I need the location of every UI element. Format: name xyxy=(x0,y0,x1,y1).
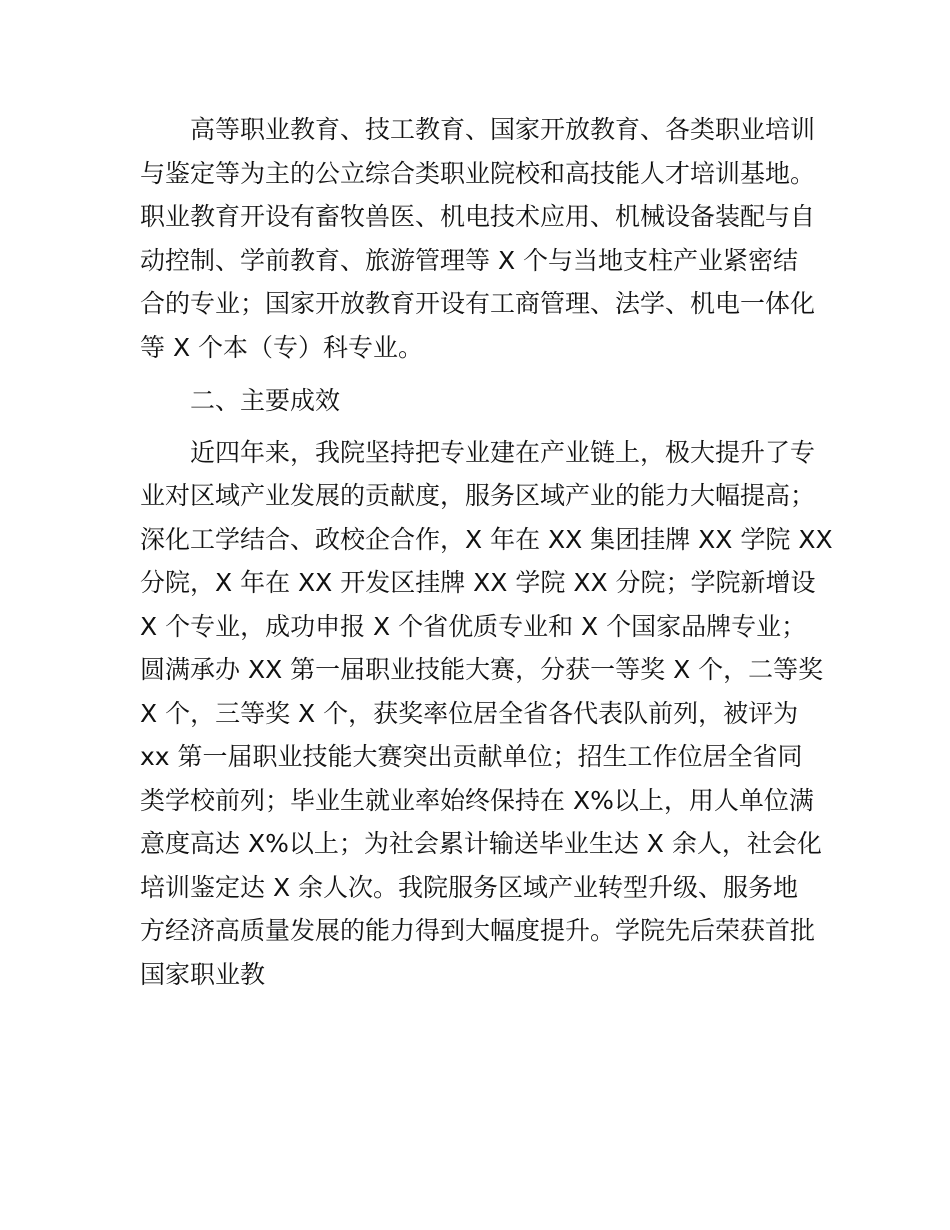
paragraph-line: 培训鉴定达 X 余人次。我院服务区域产业转型升级、服务地 xyxy=(140,872,799,902)
paragraph-line: X 个专业，成功申报 X 个省优质专业和 X 个国家品牌专业； xyxy=(140,611,807,641)
paragraph-line: 分院，X 年在 XX 开发区挂牌 XX 学院 XX 分院；学院新增设 xyxy=(140,568,816,597)
paragraph-line: 国家职业教 xyxy=(140,959,266,989)
document-body xyxy=(140,108,833,996)
paragraph-line: 高等职业教育、技工教育、国家开放教育、各类职业培训 xyxy=(190,115,816,144)
paragraph-line: 圆满承办 XX 第一届职业技能大赛，分获一等奖 X 个，二等奖 xyxy=(140,655,824,684)
paragraph-line: 近四年来，我院坚持把专业建在产业链上，极大提升了专 xyxy=(190,437,816,467)
paragraph-line: 业对区域产业发展的贡献度，服务区域产业的能力大幅提高； xyxy=(140,481,816,510)
paragraph-line: 职业教育开设有畜牧兽医、机电技术应用、机械设备装配与自 xyxy=(140,202,816,231)
paragraph-line: X 个，三等奖 X 个，获奖率位居全省各代表队前列，被评为 xyxy=(140,698,799,728)
paragraph-line: 等 X 个本（专）科专业。 xyxy=(140,332,424,362)
paragraph-main-results xyxy=(140,431,833,997)
paragraph-line: 方经济高质量发展的能力得到大幅度提升。学院先后荣获首批 xyxy=(140,916,816,945)
section-heading: 二、主要成效 xyxy=(190,386,341,415)
paragraph-intro xyxy=(140,108,816,369)
paragraph-line: 深化工学结合、政校企合作，X 年在 XX 集团挂牌 XX 学院 XX xyxy=(140,524,833,554)
paragraph-line: 合的专业；国家开放教育开设有工商管理、法学、机电一体化 xyxy=(140,289,816,318)
paragraph-line: xx 第一届职业技能大赛突出贡献单位；招生工作位居全省同 xyxy=(140,742,803,771)
paragraph-line: 动控制、学前教育、旅游管理等 X 个与当地支柱产业紧密结 xyxy=(140,245,799,275)
paragraph-line: 与鉴定等为主的公立综合类职业院校和高技能人才培训基地。 xyxy=(140,158,816,188)
paragraph-line: 类学校前列；毕业生就业率始终保持在 X%以上，用人单位满 xyxy=(140,785,814,815)
paragraph-line: 意度高达 X%以上；为社会累计输送毕业生达 X 余人，社会化 xyxy=(140,829,822,858)
